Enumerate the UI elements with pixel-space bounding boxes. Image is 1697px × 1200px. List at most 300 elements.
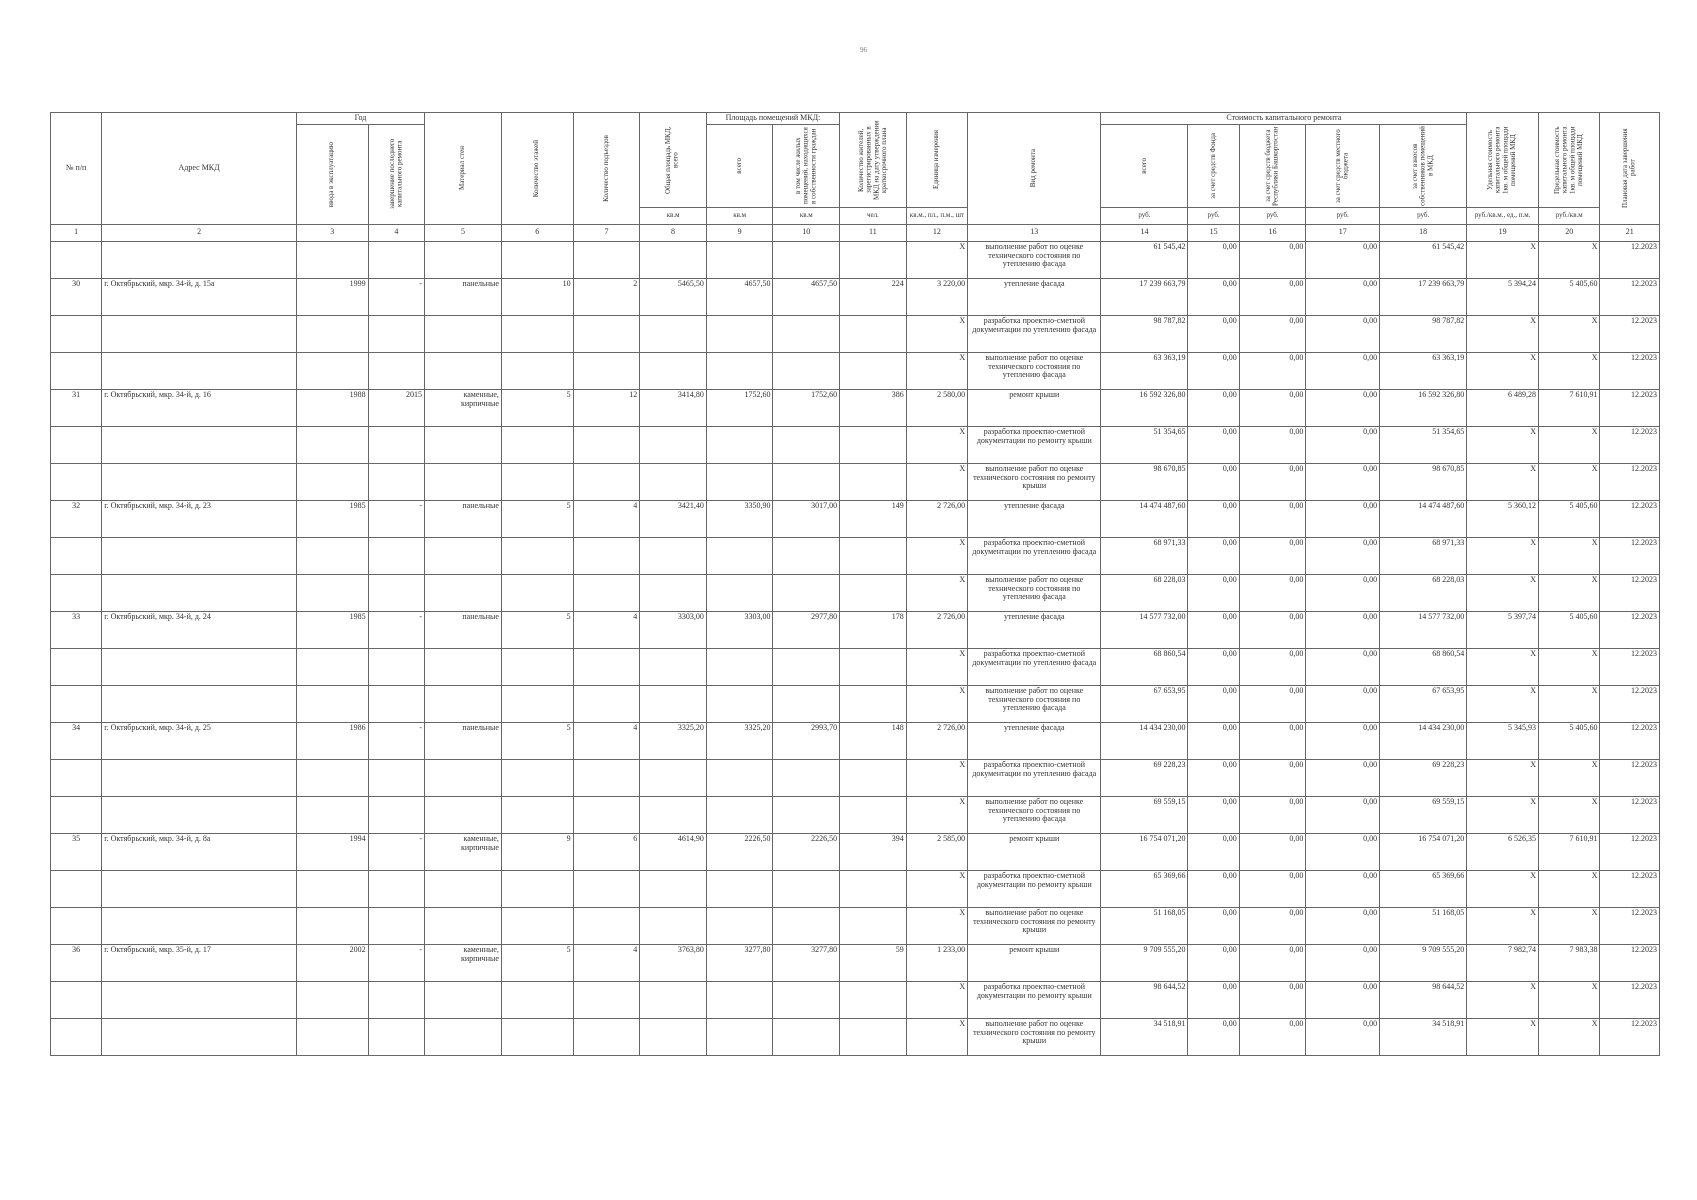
cell-col-5 (425, 315, 502, 352)
table-row-house (51, 389, 1660, 426)
cell-col-7 (573, 241, 640, 278)
cell-col-16: 0,00 (1239, 648, 1306, 685)
column-number: 4 (368, 224, 424, 241)
cell-col-10 (773, 426, 840, 463)
cell-col-19: X (1467, 352, 1539, 389)
cell-col-18: 51 168,05 (1380, 907, 1467, 944)
table-row-subwork (51, 352, 1660, 389)
cell-col-9 (706, 574, 773, 611)
cell-col-12: 2 585,00 (906, 833, 967, 870)
cell-col-13: утепление фасада (968, 278, 1101, 315)
cell-col-7: 4 (573, 500, 640, 537)
cell-col-6 (501, 759, 573, 796)
cell-col-14: 51 354,65 (1101, 426, 1188, 463)
cell-col-8 (640, 648, 707, 685)
cell-col-20: X (1538, 463, 1599, 500)
cell-col-10 (773, 796, 840, 833)
cell-col-4: - (368, 278, 424, 315)
cell-col-21: 12.2023 (1600, 426, 1660, 463)
cell-col-16: 0,00 (1239, 907, 1306, 944)
header-cost-republic: за счет средств бюджета Республики Башкортостан (1239, 124, 1306, 207)
cell-col-9: 3277,80 (706, 944, 773, 981)
cell-col-5 (425, 463, 502, 500)
cell-col-9 (706, 685, 773, 722)
column-number: 16 (1239, 224, 1306, 241)
cell-col-21: 12.2023 (1600, 537, 1660, 574)
cell-col-8 (640, 574, 707, 611)
cell-col-4 (368, 463, 424, 500)
cell-col-6: 5 (501, 611, 573, 648)
cell-col-4: - (368, 500, 424, 537)
cell-col-19: 6 489,28 (1467, 389, 1539, 426)
cell-col-20: X (1538, 1018, 1599, 1055)
cell-col-1 (51, 907, 102, 944)
cell-col-20: 7 610,91 (1538, 389, 1599, 426)
cell-col-16: 0,00 (1239, 315, 1306, 352)
cell-col-5: каменные, кирпичные (425, 833, 502, 870)
cell-col-10 (773, 759, 840, 796)
cell-col-18: 14 474 487,60 (1380, 500, 1467, 537)
column-number: 10 (773, 224, 840, 241)
cell-col-5 (425, 685, 502, 722)
cell-col-13: утепление фасада (968, 611, 1101, 648)
cell-col-15: 0,00 (1188, 870, 1239, 907)
cell-col-20: 5 405,60 (1538, 722, 1599, 759)
cell-col-14: 65 369,66 (1101, 870, 1188, 907)
cell-col-19: X (1467, 907, 1539, 944)
cell-col-19: X (1467, 574, 1539, 611)
cell-col-16: 0,00 (1239, 685, 1306, 722)
cell-col-3: 2002 (296, 944, 368, 981)
table-row-subwork (51, 870, 1660, 907)
cell-col-2 (102, 981, 297, 1018)
cell-col-21: 12.2023 (1600, 907, 1660, 944)
cell-col-11: 149 (840, 500, 907, 537)
cell-col-7 (573, 870, 640, 907)
cell-col-16: 0,00 (1239, 944, 1306, 981)
cell-col-10 (773, 870, 840, 907)
cell-col-4 (368, 315, 424, 352)
cell-col-5 (425, 241, 502, 278)
cell-col-18: 14 434 230,00 (1380, 722, 1467, 759)
cell-col-14: 14 434 230,00 (1101, 722, 1188, 759)
cell-col-9 (706, 463, 773, 500)
cell-col-2 (102, 463, 297, 500)
cell-col-15: 0,00 (1188, 907, 1239, 944)
cell-col-14: 16 592 326,80 (1101, 389, 1188, 426)
cell-col-1: 34 (51, 722, 102, 759)
column-number: 17 (1306, 224, 1380, 241)
cell-col-9: 3303,00 (706, 611, 773, 648)
cell-col-20: X (1538, 315, 1599, 352)
cell-col-11 (840, 1018, 907, 1055)
cell-col-10: 2993,70 (773, 722, 840, 759)
cell-col-11: 224 (840, 278, 907, 315)
column-numbers-row (51, 224, 1660, 241)
cell-col-19: X (1467, 315, 1539, 352)
cell-col-2 (102, 759, 297, 796)
cell-col-2: г. Октябрьский, мкр. 34-й, д. 24 (102, 611, 297, 648)
cell-col-2 (102, 1018, 297, 1055)
cell-col-21: 12.2023 (1600, 1018, 1660, 1055)
cell-col-11 (840, 241, 907, 278)
cell-col-16: 0,00 (1239, 241, 1306, 278)
cell-col-4: - (368, 833, 424, 870)
cell-col-14: 67 653,95 (1101, 685, 1188, 722)
cell-col-4 (368, 870, 424, 907)
cell-col-7 (573, 981, 640, 1018)
cell-col-7 (573, 907, 640, 944)
cell-col-1 (51, 315, 102, 352)
cell-col-6 (501, 981, 573, 1018)
cell-col-20: X (1538, 796, 1599, 833)
cell-col-3 (296, 685, 368, 722)
cell-col-1: 36 (51, 944, 102, 981)
cell-col-6 (501, 537, 573, 574)
cell-col-16: 0,00 (1239, 500, 1306, 537)
cell-col-8 (640, 1018, 707, 1055)
cell-col-20: X (1538, 759, 1599, 796)
unit-8: кв.м (640, 207, 707, 224)
cell-col-19: 5 394,24 (1467, 278, 1539, 315)
cell-col-2: г. Октябрьский, мкр. 34-й, д. 15а (102, 278, 297, 315)
cell-col-8 (640, 426, 707, 463)
cell-col-18: 68 971,33 (1380, 537, 1467, 574)
column-number: 21 (1600, 224, 1660, 241)
cell-col-17: 0,00 (1306, 870, 1380, 907)
cell-col-2: г. Октябрьский, мкр. 34-й, д. 25 (102, 722, 297, 759)
cell-col-1: 35 (51, 833, 102, 870)
cell-col-10 (773, 537, 840, 574)
cell-col-11 (840, 574, 907, 611)
cell-col-18: 68 860,54 (1380, 648, 1467, 685)
cell-col-2: г. Октябрьский, мкр. 35-й, д. 17 (102, 944, 297, 981)
cell-col-9: 2226,50 (706, 833, 773, 870)
cell-col-13: разработка проектно-сметной документации по утеплению фасада (968, 648, 1101, 685)
cell-col-10: 3277,80 (773, 944, 840, 981)
cell-col-10 (773, 981, 840, 1018)
cell-col-15: 0,00 (1188, 574, 1239, 611)
cell-col-13: выполнение работ по оценке технического состояния по утеплению фасада (968, 685, 1101, 722)
cell-col-18: 51 354,65 (1380, 426, 1467, 463)
cell-col-14: 98 644,52 (1101, 981, 1188, 1018)
cell-col-18: 14 577 732,00 (1380, 611, 1467, 648)
cell-col-8 (640, 463, 707, 500)
header-area-private: в том числе жилых помещений, находящихся в собственности граждан (773, 124, 840, 207)
cell-col-16: 0,00 (1239, 574, 1306, 611)
cell-col-13: разработка проектно-сметной документации по утеплению фасада (968, 315, 1101, 352)
cell-col-2 (102, 426, 297, 463)
cell-col-20: 7 610,91 (1538, 833, 1599, 870)
cell-col-15: 0,00 (1188, 278, 1239, 315)
cell-col-7 (573, 426, 640, 463)
cell-col-15: 0,00 (1188, 722, 1239, 759)
cell-col-8 (640, 537, 707, 574)
cell-col-21: 12.2023 (1600, 944, 1660, 981)
cell-col-9 (706, 981, 773, 1018)
cell-col-3 (296, 870, 368, 907)
cell-col-2 (102, 352, 297, 389)
unit-9: кв.м (706, 207, 773, 224)
cell-col-1: 31 (51, 389, 102, 426)
cell-col-14: 68 971,33 (1101, 537, 1188, 574)
cell-col-7 (573, 685, 640, 722)
cell-col-8 (640, 685, 707, 722)
cell-col-5 (425, 574, 502, 611)
cell-col-6: 9 (501, 833, 573, 870)
cell-col-14: 14 577 732,00 (1101, 611, 1188, 648)
cell-col-7 (573, 315, 640, 352)
cell-col-21: 12.2023 (1600, 722, 1660, 759)
cell-col-17: 0,00 (1306, 685, 1380, 722)
cell-col-12: X (906, 685, 967, 722)
cell-col-7: 4 (573, 722, 640, 759)
column-number: 2 (102, 224, 297, 241)
cell-col-5: панельные (425, 500, 502, 537)
cell-col-7 (573, 759, 640, 796)
cell-col-2 (102, 648, 297, 685)
cell-col-11 (840, 648, 907, 685)
cell-col-19: 5 397,74 (1467, 611, 1539, 648)
cell-col-3 (296, 796, 368, 833)
cell-col-7: 12 (573, 389, 640, 426)
cell-col-20: 7 983,38 (1538, 944, 1599, 981)
table-row-house (51, 500, 1660, 537)
cell-col-6: 5 (501, 944, 573, 981)
cell-col-2 (102, 685, 297, 722)
cell-col-18: 98 787,82 (1380, 315, 1467, 352)
cell-col-15: 0,00 (1188, 500, 1239, 537)
cell-col-13: разработка проектно-сметной документации по ремонту крыши (968, 870, 1101, 907)
cell-col-13: выполнение работ по оценке технического состояния по утеплению фасада (968, 796, 1101, 833)
cell-col-6 (501, 1018, 573, 1055)
cell-col-21: 12.2023 (1600, 352, 1660, 389)
cell-col-20: X (1538, 870, 1599, 907)
cell-col-10: 4657,50 (773, 278, 840, 315)
cell-col-16: 0,00 (1239, 463, 1306, 500)
cell-col-20: X (1538, 981, 1599, 1018)
cell-col-4 (368, 241, 424, 278)
cell-col-18: 9 709 555,20 (1380, 944, 1467, 981)
cell-col-21: 12.2023 (1600, 389, 1660, 426)
cell-col-4: 2015 (368, 389, 424, 426)
cell-col-12: X (906, 648, 967, 685)
cell-col-12: X (906, 241, 967, 278)
cell-col-9: 1752,60 (706, 389, 773, 426)
cell-col-4 (368, 981, 424, 1018)
cell-col-1 (51, 759, 102, 796)
cell-col-17: 0,00 (1306, 389, 1380, 426)
cell-col-21: 12.2023 (1600, 500, 1660, 537)
cell-col-5 (425, 759, 502, 796)
table-row-house (51, 611, 1660, 648)
cell-col-15: 0,00 (1188, 944, 1239, 981)
cell-col-3: 1988 (296, 389, 368, 426)
cell-col-4 (368, 537, 424, 574)
cell-col-16: 0,00 (1239, 278, 1306, 315)
cell-col-2: г. Октябрьский, мкр. 34-й, д. 8а (102, 833, 297, 870)
cell-col-19: X (1467, 648, 1539, 685)
unit-16: руб. (1239, 207, 1306, 224)
cell-col-3 (296, 1018, 368, 1055)
cell-col-12: 2 726,00 (906, 722, 967, 759)
cell-col-5 (425, 1018, 502, 1055)
cell-col-10 (773, 241, 840, 278)
column-number: 20 (1538, 224, 1599, 241)
cell-col-4 (368, 907, 424, 944)
cell-col-17: 0,00 (1306, 426, 1380, 463)
cell-col-13: разработка проектно-сметной документации по утеплению фасада (968, 759, 1101, 796)
cell-col-2 (102, 241, 297, 278)
cell-col-6 (501, 352, 573, 389)
cell-col-15: 0,00 (1188, 648, 1239, 685)
cell-col-10 (773, 685, 840, 722)
cell-col-10 (773, 463, 840, 500)
cell-col-2 (102, 870, 297, 907)
cell-col-6 (501, 315, 573, 352)
unit-10: кв.м (773, 207, 840, 224)
table-row-subwork (51, 907, 1660, 944)
table-row-subwork (51, 315, 1660, 352)
table-row-subwork (51, 574, 1660, 611)
cell-col-14: 17 239 663,79 (1101, 278, 1188, 315)
unit-14: руб. (1101, 207, 1188, 224)
cell-col-3 (296, 981, 368, 1018)
unit-12: кв.м., пл., п.м., шт (906, 207, 967, 224)
column-number: 13 (968, 224, 1101, 241)
cell-col-3 (296, 759, 368, 796)
cell-col-12: X (906, 907, 967, 944)
cell-col-21: 12.2023 (1600, 870, 1660, 907)
cell-col-18: 98 644,52 (1380, 981, 1467, 1018)
cell-col-12: X (906, 759, 967, 796)
cell-col-6: 5 (501, 389, 573, 426)
cell-col-13: разработка проектно-сметной документации по утеплению фасада (968, 537, 1101, 574)
cell-col-17: 0,00 (1306, 352, 1380, 389)
cell-col-7 (573, 463, 640, 500)
cell-col-8: 4614,90 (640, 833, 707, 870)
cell-col-17: 0,00 (1306, 722, 1380, 759)
cell-col-1 (51, 648, 102, 685)
cell-col-8 (640, 796, 707, 833)
cell-col-16: 0,00 (1239, 722, 1306, 759)
cell-col-12: X (906, 426, 967, 463)
cell-col-9 (706, 352, 773, 389)
cell-col-10: 1752,60 (773, 389, 840, 426)
cell-col-3 (296, 315, 368, 352)
cell-col-18: 98 670,85 (1380, 463, 1467, 500)
cell-col-13: выполнение работ по оценке технического состояния по ремонту крыши (968, 1018, 1101, 1055)
header-floors: Количество этажей (501, 113, 573, 225)
cell-col-12: 3 220,00 (906, 278, 967, 315)
cell-col-20: X (1538, 574, 1599, 611)
table-row-subwork (51, 759, 1660, 796)
header-area-group: Площадь помещений МКД: (706, 113, 839, 125)
cell-col-21: 12.2023 (1600, 315, 1660, 352)
cell-col-21: 12.2023 (1600, 611, 1660, 648)
cell-col-9 (706, 759, 773, 796)
table-row-subwork (51, 648, 1660, 685)
table-row-house (51, 278, 1660, 315)
cell-col-7 (573, 537, 640, 574)
cell-col-5: каменные, кирпичные (425, 389, 502, 426)
unit-20: руб./кв.м (1538, 207, 1599, 224)
cell-col-20: X (1538, 685, 1599, 722)
cell-col-18: 63 363,19 (1380, 352, 1467, 389)
cell-col-12: X (906, 315, 967, 352)
cell-col-4 (368, 759, 424, 796)
cell-col-20: 5 405,60 (1538, 500, 1599, 537)
cell-col-3 (296, 352, 368, 389)
cell-col-8 (640, 907, 707, 944)
cell-col-8: 3325,20 (640, 722, 707, 759)
cell-col-10: 3017,00 (773, 500, 840, 537)
cell-col-3 (296, 241, 368, 278)
cell-col-14: 61 545,42 (1101, 241, 1188, 278)
cell-col-1 (51, 796, 102, 833)
cell-col-5: панельные (425, 611, 502, 648)
cell-col-4: - (368, 611, 424, 648)
cell-col-5: каменные, кирпичные (425, 944, 502, 981)
header-num: № п/п (51, 113, 102, 225)
cell-col-1 (51, 537, 102, 574)
cell-col-19: X (1467, 537, 1539, 574)
cell-col-12: 1 233,00 (906, 944, 967, 981)
table-row-subwork (51, 537, 1660, 574)
cell-col-18: 34 518,91 (1380, 1018, 1467, 1055)
cell-col-15: 0,00 (1188, 611, 1239, 648)
cell-col-6 (501, 870, 573, 907)
cell-col-5 (425, 352, 502, 389)
cell-col-16: 0,00 (1239, 833, 1306, 870)
cell-col-16: 0,00 (1239, 981, 1306, 1018)
cell-col-11 (840, 870, 907, 907)
table-row-subwork (51, 685, 1660, 722)
cell-col-21: 12.2023 (1600, 463, 1660, 500)
cell-col-21: 12.2023 (1600, 241, 1660, 278)
cell-col-11 (840, 537, 907, 574)
cell-col-6 (501, 907, 573, 944)
table-body (51, 241, 1660, 1055)
cell-col-2: г. Октябрьский, мкр. 34-й, д. 23 (102, 500, 297, 537)
cell-col-15: 0,00 (1188, 796, 1239, 833)
cell-col-3 (296, 907, 368, 944)
cell-col-2 (102, 796, 297, 833)
cell-col-18: 67 653,95 (1380, 685, 1467, 722)
column-number: 14 (1101, 224, 1188, 241)
column-number: 15 (1188, 224, 1239, 241)
cell-col-2 (102, 574, 297, 611)
cell-col-18: 61 545,42 (1380, 241, 1467, 278)
cell-col-1: 32 (51, 500, 102, 537)
header-cost-owners: за счет взносов собственников помещений в МКД (1380, 124, 1467, 207)
cell-col-19: X (1467, 981, 1539, 1018)
cell-col-1 (51, 426, 102, 463)
cell-col-10 (773, 574, 840, 611)
cell-col-20: X (1538, 352, 1599, 389)
cell-col-14: 69 228,23 (1101, 759, 1188, 796)
cell-col-15: 0,00 (1188, 426, 1239, 463)
cell-col-1 (51, 1018, 102, 1055)
cell-col-6 (501, 241, 573, 278)
cell-col-10 (773, 315, 840, 352)
cell-col-11: 394 (840, 833, 907, 870)
header-year-group: Год (296, 113, 424, 125)
cell-col-6 (501, 796, 573, 833)
cell-col-6: 5 (501, 722, 573, 759)
cell-col-2 (102, 907, 297, 944)
cell-col-12: X (906, 981, 967, 1018)
